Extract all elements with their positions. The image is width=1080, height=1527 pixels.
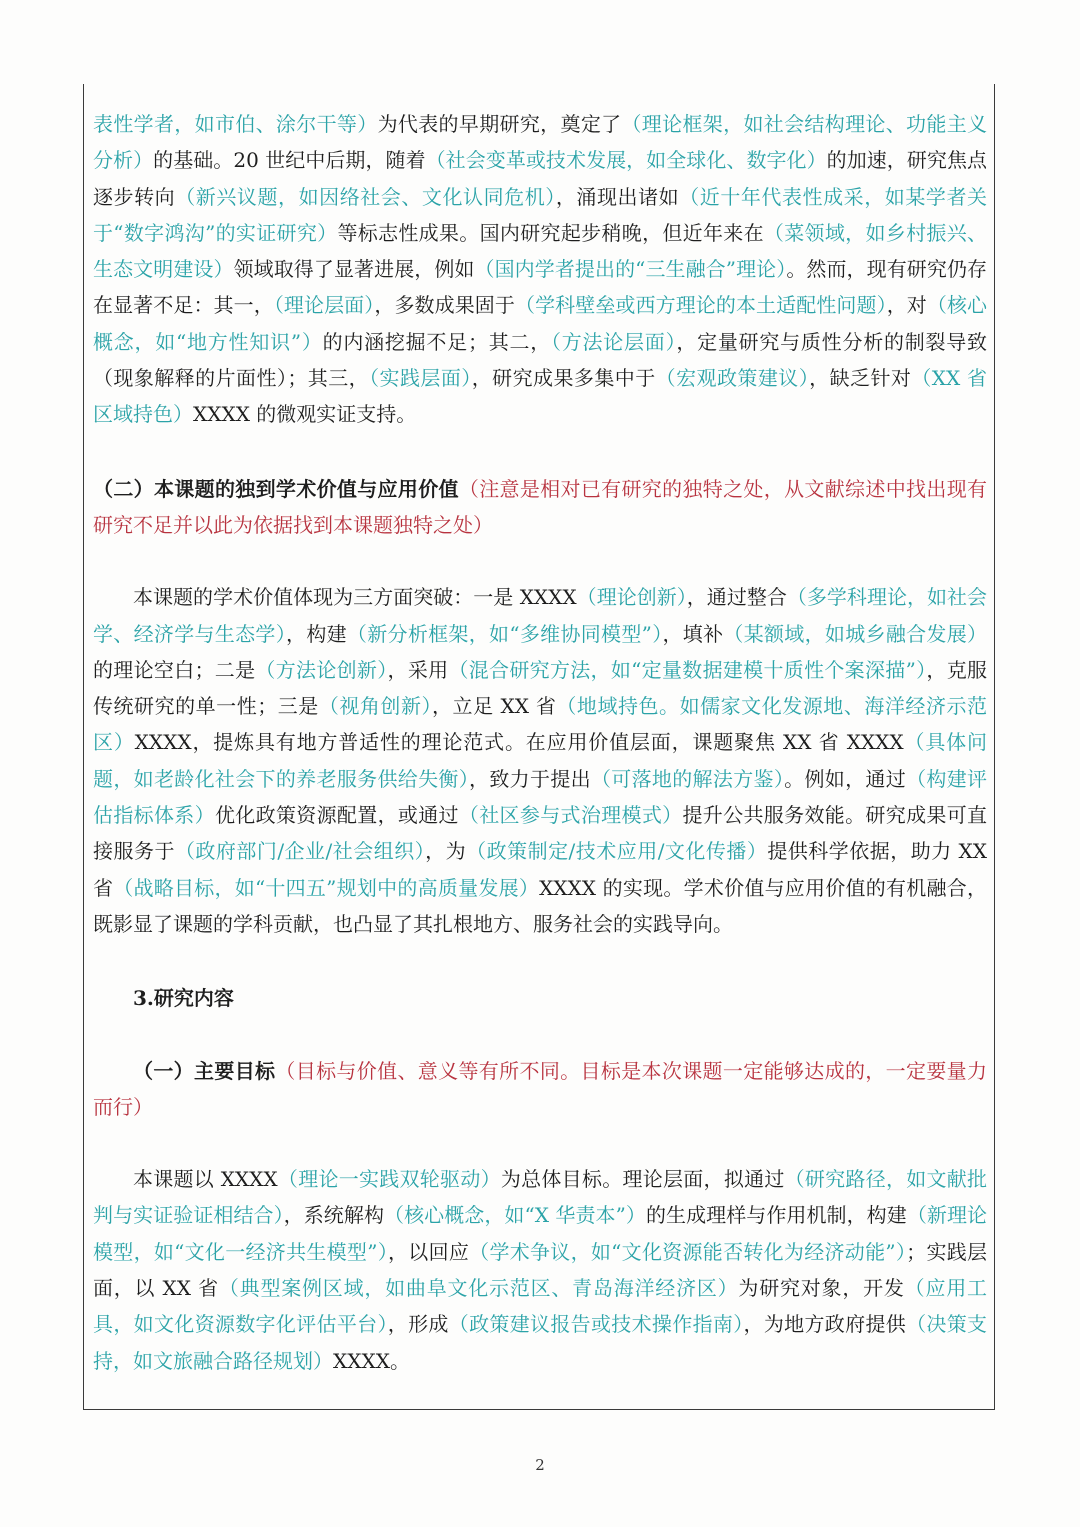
document-body — [93, 106, 987, 1379]
academic-value-paragraph — [93, 579, 987, 942]
para2-run-12: ，克服传统研究的单一性；三是 — [93, 657, 988, 719]
para1-run-11: 领域取得了显著进展，例如 — [233, 257, 475, 282]
main-goals-paragraph — [93, 1161, 987, 1379]
heading2-run-0: （二）本课题的独到学术价值与应用价值 — [93, 476, 459, 501]
para1-run-3: 的基础。20 世纪中后期，随着 — [153, 148, 426, 173]
para2-run-24: 提升公共服务效能。研究成果可直接服务于 — [93, 803, 988, 864]
para2-run-22: 优化政策资源配置，或通过 — [214, 803, 459, 828]
section-heading-research-content: 3.研究内容 — [133, 986, 234, 1011]
para1-run-14: （理论层面） — [273, 293, 375, 318]
para3-run-6: 的生成理样与作用机制，构建 — [645, 1203, 907, 1228]
para2-run-13: （视角创新） — [318, 694, 433, 719]
para1-run-13: 。然而，现有研究仍存在显著不足：其一， — [93, 257, 988, 318]
para1-run-2: （理论框架，如社会结构理论、功能主义分析） — [93, 112, 988, 173]
para3-run-1: （理论一实践双轮驱动） — [277, 1167, 501, 1192]
heading2-run-1: （注意是相对已有研究的独特之处，从文献综述中找出现有研究不足并以此为依据找到本课题独特之处） — [93, 476, 988, 537]
para2-run-4: ，构建 — [286, 621, 347, 646]
para2-run-18: ，致力于提出 — [469, 766, 591, 791]
heading4-run-0: （一）主要目标 — [133, 1058, 276, 1083]
para3-run-18: XXXX。 — [333, 1348, 410, 1373]
heading4-run-1: （目标与价值、意义等有所不同。目标是本次课题一定能够达成的，一定要量力而行） — [93, 1058, 987, 1119]
para3-run-10: ；实践层面，以 XX 省 — [93, 1239, 988, 1301]
para2-run-28: 提供科学依据，助力 XX 省 — [93, 839, 988, 900]
para3-run-16: ，为地方政府提供 — [743, 1312, 907, 1337]
para2-run-29: （战略目标，如“十四五”规划中的高质量发展） — [113, 875, 540, 900]
para1-run-17: ，对 — [886, 293, 927, 318]
para1-run-15: ，多数成果固于 — [374, 293, 515, 318]
para2-run-21: （构建评估指标体系） — [93, 766, 988, 828]
para1-run-12: （国内学者提出的“三生融合”理论） — [474, 257, 787, 282]
para2-run-5: （新分析框架，如“多维协同模型”） — [346, 621, 663, 646]
para2-run-19: （可落地的解法方鉴） — [590, 766, 785, 791]
para2-run-11: （混合研究方法，如“定量数据建模十质性个案深描”） — [448, 657, 927, 682]
para2-run-3: （多学科理论，如社会学、经济学与生态学） — [93, 585, 988, 646]
para1-run-19: 的内涵挖掘不足；其二， — [322, 329, 551, 354]
para2-run-26: ，为 — [425, 839, 467, 864]
para1-run-7: ，涌现出诸如 — [555, 184, 680, 209]
para1-run-21: ，定量研究与质性分析的制裂导致（现象解释的片面性）；其三， — [93, 329, 988, 391]
para1-run-6: （新兴议题，如因络社会、文化认同危机） — [175, 184, 556, 209]
para1-run-20: （方法论层面） — [551, 329, 677, 354]
para3-run-11: （典型案例区域，如曲阜文化示范区、青岛海洋经济区） — [218, 1276, 739, 1301]
para2-run-6: ，填补 — [662, 621, 724, 646]
para1-run-26: （XX 省区域持色） — [93, 366, 988, 427]
para2-run-1: （理论创新） — [576, 585, 687, 610]
literature-review-paragraph — [93, 106, 987, 433]
para3-run-12: 为研究对象，开发 — [738, 1276, 905, 1301]
para3-run-3: （研究路径，如文献批判与实证验证相结合） — [93, 1167, 988, 1228]
para2-run-23: （社区参与式治理模式） — [458, 803, 683, 828]
para2-run-27: （政策制定/技术应用/文化传播） — [466, 839, 768, 864]
para2-run-10: ，采用 — [387, 657, 449, 682]
para1-run-22: （实践层面） — [369, 366, 472, 391]
para3-run-14: ，形成 — [387, 1312, 449, 1337]
section-heading-main-goals — [93, 1053, 987, 1126]
para1-run-1: 为代表的早期研究，奠定了 — [377, 112, 622, 136]
para3-run-13: （应用工具，如文化资源数字化评估平台） — [93, 1276, 988, 1337]
para2-run-9: （方法论创新） — [255, 657, 388, 682]
para1-run-10: （菜领域，如乡村振兴、生态文明建设） — [93, 220, 988, 282]
para1-run-0: 表性学者，如市伯、涂尔干等） — [93, 112, 378, 136]
para1-run-24: （宏观政策建议） — [655, 366, 810, 391]
para3-run-5: （核心概念，如“X 华责本”） — [384, 1203, 646, 1228]
para3-run-2: 为总体目标。理论层面，拟通过 — [500, 1167, 785, 1192]
para1-run-8: （近十年代表性成采，如某学者关于“数字鸿沟”的实证研究） — [93, 184, 988, 245]
para2-run-17: （具体问题，如老龄化社会下的养老服务供给失衡） — [93, 730, 987, 791]
para2-run-20: 。例如，通过 — [784, 766, 907, 791]
para2-run-25: （政府部门/企业/社会组织） — [174, 839, 426, 864]
para3-run-8: ，以回应 — [388, 1239, 470, 1264]
para1-run-18: （核心概念，如“地方性知识”） — [93, 293, 988, 354]
para2-run-16: XXXX，提炼具有地方普适性的理论范式。在应用价值层面，课题聚焦 XX 省 XXXX — [134, 730, 904, 755]
para2-run-7: （某额域，如城乡融合发展） — [723, 621, 988, 646]
para2-run-2: ，通过整合 — [686, 585, 787, 610]
para3-run-15: （政策建议报告或技术操作指南） — [448, 1312, 744, 1337]
para3-run-0: 本课题以 XXXX — [133, 1167, 278, 1192]
para1-run-4: （社会变革或技术发展，如全球化、数字化） — [425, 148, 827, 173]
para1-run-5: 的加速，研究焦点逐步转向 — [93, 148, 988, 209]
para3-run-9: （学术争议，如“文化资源能否转化为经济动能”） — [469, 1239, 907, 1264]
section-heading-academic-value — [93, 471, 987, 544]
para1-run-9: 等标志性成果。国内研究起步稍晚，但近年来在 — [337, 220, 764, 245]
para1-run-25: ，缺乏针对 — [809, 366, 912, 391]
para2-run-15: （地域持色。如儒家文化发源地、海洋经济示范区） — [93, 694, 988, 755]
para1-run-23: ，研究成果多集中于 — [471, 366, 656, 391]
para2-run-8: 的理论空白；二是 — [93, 657, 256, 682]
para3-run-4: ，系统解构 — [283, 1203, 385, 1228]
para2-run-14: ，立足 XX 省 — [432, 694, 557, 719]
para2-run-0: 本课题的学术价值体现为三方面突破：一是 XXXX — [133, 585, 577, 610]
para1-run-16: （学科壁垒或西方理论的本土适配性问题） — [514, 293, 887, 318]
para3-run-7: （新理论模型，如“文化一经济共生模型”） — [93, 1203, 988, 1264]
para2-run-30: XXXX 的实现。学术价值与应用价值的有机融合，既影显了课题的学科贡献，也凸显了其扎根地方、服务社会的实践导向。 — [93, 875, 988, 936]
page-number: 2 — [535, 1456, 545, 1474]
para1-run-27: XXXX 的微观实证支持。 — [193, 402, 417, 427]
para3-run-17: （决策支持，如文旅融合路径规划） — [93, 1312, 988, 1373]
